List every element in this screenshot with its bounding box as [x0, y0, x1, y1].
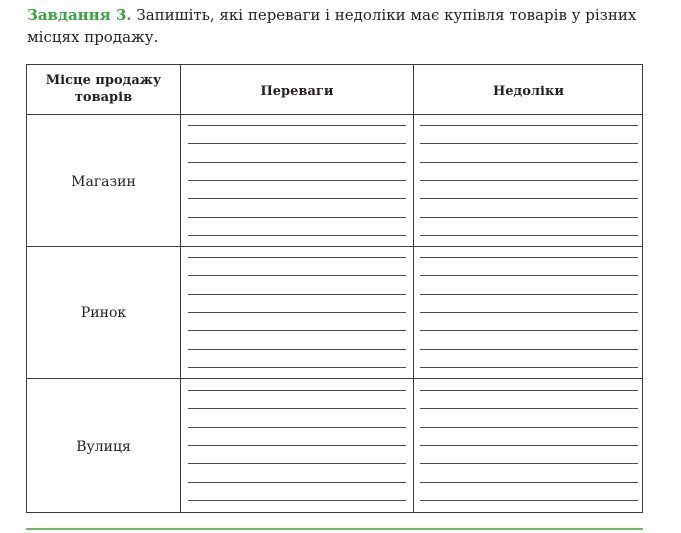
- disadvantages-answer-line[interactable]: [420, 390, 638, 391]
- advantages-answer-line[interactable]: [188, 330, 406, 331]
- disadvantages-answer-line[interactable]: [420, 427, 638, 428]
- disadvantages-answer-line[interactable]: [420, 408, 638, 409]
- row-label-shop: Магазин: [71, 174, 136, 190]
- disadvantages-answer-line[interactable]: [420, 330, 638, 331]
- advantages-answer-line[interactable]: [188, 482, 406, 483]
- advantages-answer-line[interactable]: [188, 217, 406, 218]
- header-divider: [27, 114, 642, 115]
- row-divider: [27, 378, 642, 379]
- header-advantages: Переваги: [260, 84, 334, 99]
- disadvantages-answer-line[interactable]: [420, 312, 638, 313]
- disadvantages-answer-line[interactable]: [420, 500, 638, 501]
- disadvantages-answer-line[interactable]: [420, 162, 638, 163]
- advantages-answer-line[interactable]: [188, 390, 406, 391]
- advantages-answer-line[interactable]: [188, 257, 406, 258]
- disadvantages-answer-line[interactable]: [420, 235, 638, 236]
- advantages-answer-line[interactable]: [188, 275, 406, 276]
- disadvantages-answer-line[interactable]: [420, 125, 638, 126]
- row-label-street: Вулиця: [76, 439, 131, 455]
- advantages-answer-line[interactable]: [188, 125, 406, 126]
- disadvantages-answer-line[interactable]: [420, 445, 638, 446]
- disadvantages-answer-line[interactable]: [420, 482, 638, 483]
- disadvantages-answer-line[interactable]: [420, 294, 638, 295]
- advantages-answer-line[interactable]: [188, 408, 406, 409]
- column-divider: [413, 65, 414, 512]
- advantages-answer-line[interactable]: [188, 180, 406, 181]
- disadvantages-answer-line[interactable]: [420, 463, 638, 464]
- disadvantages-answer-line[interactable]: [420, 180, 638, 181]
- disadvantages-answer-line[interactable]: [420, 143, 638, 144]
- task-statement: [27, 4, 667, 48]
- advantages-answer-line[interactable]: [188, 349, 406, 350]
- disadvantages-answer-line[interactable]: [420, 367, 638, 368]
- disadvantages-answer-line[interactable]: [420, 257, 638, 258]
- advantages-answer-line[interactable]: [188, 500, 406, 501]
- bottom-rule: [26, 528, 643, 530]
- advantages-answer-line[interactable]: [188, 445, 406, 446]
- advantages-answer-line[interactable]: [188, 235, 406, 236]
- disadvantages-answer-line[interactable]: [420, 349, 638, 350]
- row-divider: [27, 246, 642, 247]
- disadvantages-answer-line[interactable]: [420, 217, 638, 218]
- advantages-answer-line[interactable]: [188, 312, 406, 313]
- task-label: Завдання 3.: [27, 6, 132, 24]
- worksheet-table: [26, 64, 643, 513]
- header-disadvantages: Недоліки: [492, 84, 565, 99]
- task-text: Запишіть, які переваги і недоліки має купівля товарів у різних місцях продажу.: [27, 6, 637, 46]
- advantages-answer-line[interactable]: [188, 162, 406, 163]
- advantages-answer-line[interactable]: [188, 367, 406, 368]
- disadvantages-answer-line[interactable]: [420, 275, 638, 276]
- advantages-answer-line[interactable]: [188, 427, 406, 428]
- advantages-answer-line[interactable]: [188, 198, 406, 199]
- row-label-market: Ринок: [80, 305, 127, 321]
- header-place: Місце продажу товарів: [45, 73, 162, 105]
- advantages-answer-line[interactable]: [188, 463, 406, 464]
- disadvantages-answer-line[interactable]: [420, 198, 638, 199]
- advantages-answer-line[interactable]: [188, 143, 406, 144]
- column-divider: [180, 65, 181, 512]
- advantages-answer-line[interactable]: [188, 294, 406, 295]
